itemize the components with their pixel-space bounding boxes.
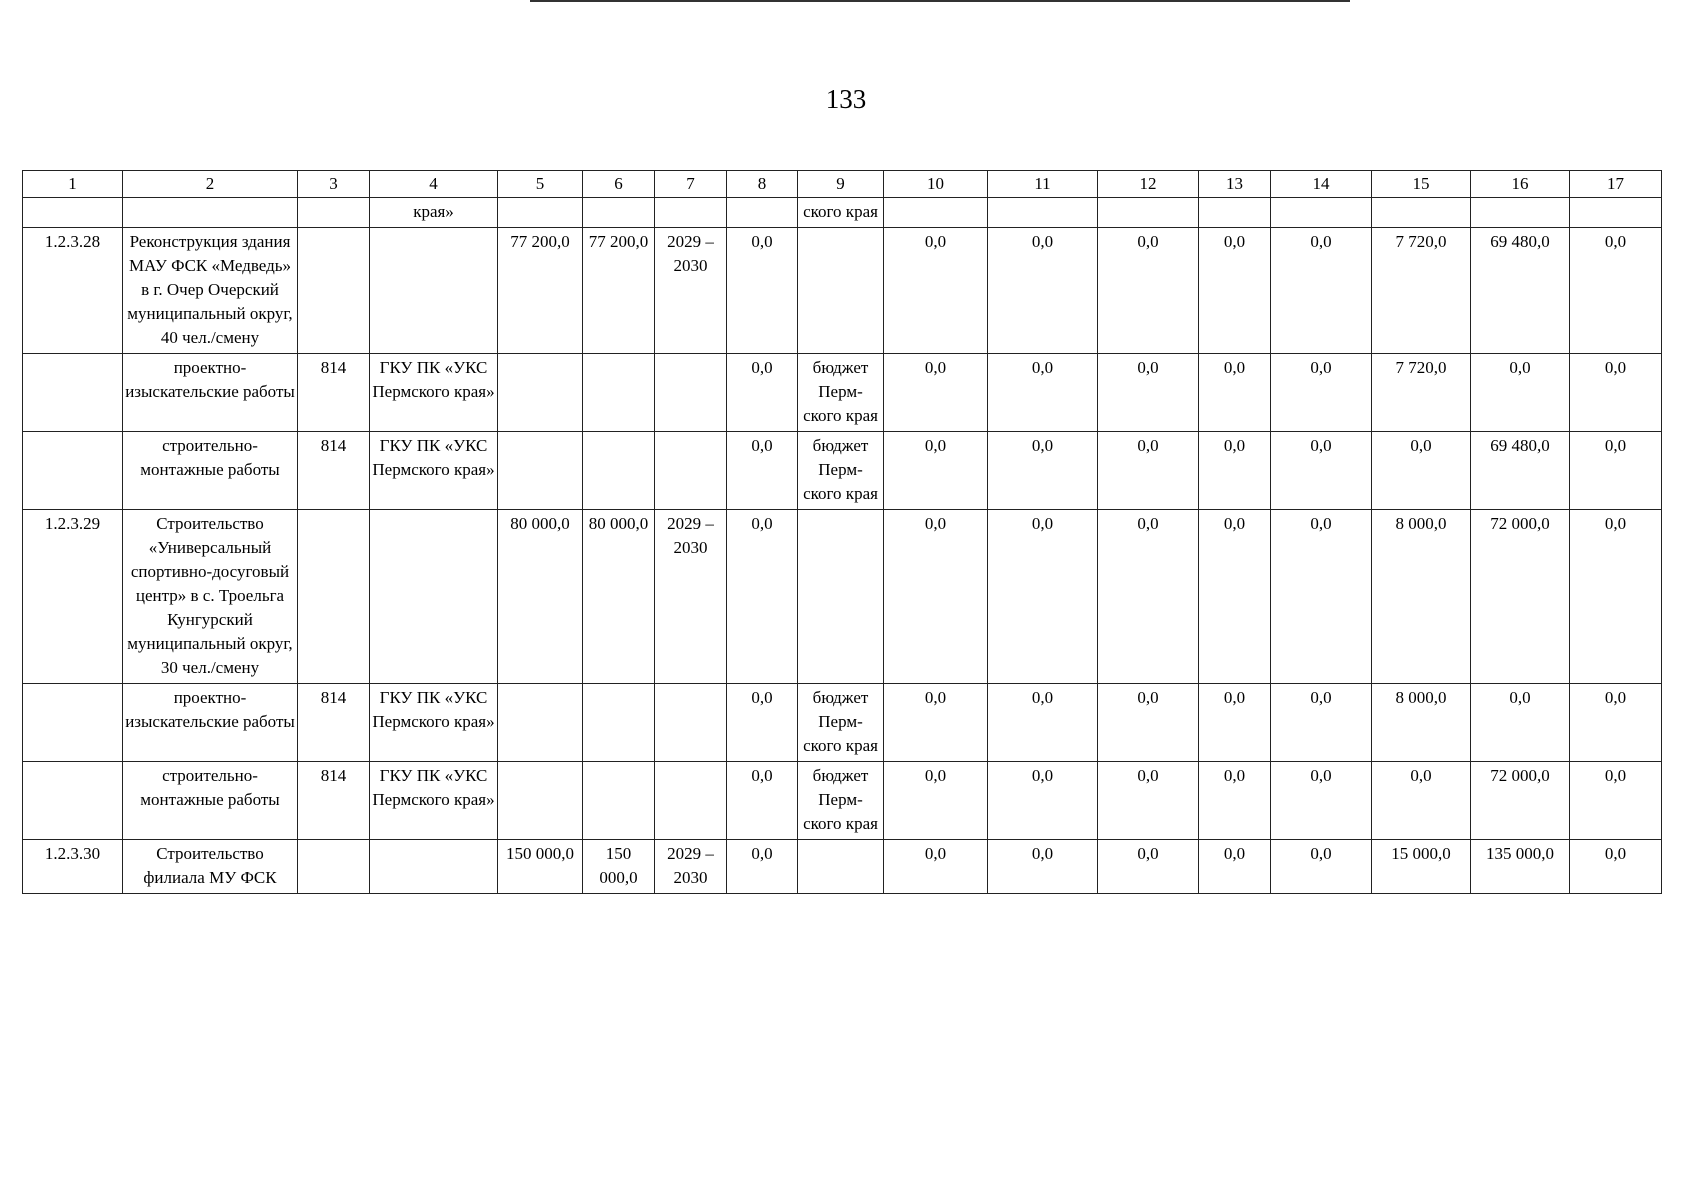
table-cell-col-17: 0,0	[1570, 354, 1662, 432]
table-cell-col-13: 0,0	[1199, 510, 1271, 684]
table-cell-col-9: бюджет Перм-ского края	[798, 684, 884, 762]
table-cell-col-6: 80 000,0	[583, 510, 655, 684]
table-row-work	[23, 354, 1662, 432]
table-cell-col-10: 0,0	[884, 684, 988, 762]
table-cell-col-6	[583, 354, 655, 432]
table-cell-col-13: 0,0	[1199, 684, 1271, 762]
table-cell-col-4: ГКУ ПК «УКС Пермского края»	[370, 762, 498, 840]
table-cell-col-11: 0,0	[988, 684, 1098, 762]
table-cell-col-2: Строительство филиала МУ ФСК	[123, 840, 298, 894]
table-cell-col-8	[727, 198, 798, 228]
table-cell-col-2	[123, 198, 298, 228]
table-cell-col-7	[655, 684, 727, 762]
table-cell-col-8: 0,0	[727, 432, 798, 510]
table-row-work	[23, 432, 1662, 510]
table-row-object	[23, 840, 1662, 894]
table-cell-col-10: 0,0	[884, 510, 988, 684]
table-cell-col-7	[655, 198, 727, 228]
table-cell-col-16: 0,0	[1471, 354, 1570, 432]
table-cell-col-5	[498, 198, 583, 228]
column-number-7: 7	[655, 171, 727, 198]
table-cell-col-3	[298, 840, 370, 894]
table-cell-col-11: 0,0	[988, 432, 1098, 510]
table-cell-col-1: 1.2.3.30	[23, 840, 123, 894]
table-cell-col-7	[655, 432, 727, 510]
table-cell-col-12: 0,0	[1098, 510, 1199, 684]
table-cell-col-13: 0,0	[1199, 228, 1271, 354]
table-cell-col-7	[655, 354, 727, 432]
table-header-row	[23, 171, 1662, 198]
top-rule	[530, 0, 1350, 2]
column-number-16: 16	[1471, 171, 1570, 198]
table-cell-col-16: 69 480,0	[1471, 432, 1570, 510]
table-cell-col-10	[884, 198, 988, 228]
table-cell-col-10: 0,0	[884, 840, 988, 894]
table-row-work	[23, 762, 1662, 840]
program-table	[22, 170, 1662, 894]
table-cell-col-2: Строительство «Универсальный спортивно-досуговый центр» в с. Троельга Кунгурский муниципальный округ, 30 чел./смену	[123, 510, 298, 684]
table-cell-col-2: проектно-изыскательские работы	[123, 354, 298, 432]
table-cell-col-8: 0,0	[727, 684, 798, 762]
table-cell-col-9	[798, 228, 884, 354]
table-cell-col-8: 0,0	[727, 354, 798, 432]
table-cell-col-4: ГКУ ПК «УКС Пермского края»	[370, 432, 498, 510]
table-cell-col-4: края»	[370, 198, 498, 228]
column-number-2: 2	[123, 171, 298, 198]
table-cell-col-15: 7 720,0	[1372, 228, 1471, 354]
column-number-11: 11	[988, 171, 1098, 198]
table-cell-col-11: 0,0	[988, 510, 1098, 684]
table-cell-col-17: 0,0	[1570, 432, 1662, 510]
column-number-6: 6	[583, 171, 655, 198]
table-row-work	[23, 684, 1662, 762]
table-cell-col-15: 8 000,0	[1372, 684, 1471, 762]
table-cell-col-6: 77 200,0	[583, 228, 655, 354]
table-cell-col-14: 0,0	[1271, 684, 1372, 762]
table-cell-col-3	[298, 198, 370, 228]
table-row-object	[23, 510, 1662, 684]
column-number-1: 1	[23, 171, 123, 198]
column-number-13: 13	[1199, 171, 1271, 198]
table-cell-col-9: бюджет Перм-ского края	[798, 354, 884, 432]
table-cell-col-8: 0,0	[727, 840, 798, 894]
table-cell-col-1	[23, 354, 123, 432]
table-cell-col-13: 0,0	[1199, 762, 1271, 840]
table-cell-col-14: 0,0	[1271, 354, 1372, 432]
table-cell-col-4	[370, 510, 498, 684]
table-cell-col-8: 0,0	[727, 510, 798, 684]
page-number: 133	[825, 84, 867, 114]
table-cell-col-9: бюджет Перм-ского края	[798, 762, 884, 840]
table-cell-col-17	[1570, 198, 1662, 228]
table-cell-col-9: ского края	[798, 198, 884, 228]
table-row-continuation	[23, 198, 1662, 228]
table-cell-col-3: 814	[298, 684, 370, 762]
table-cell-col-13: 0,0	[1199, 840, 1271, 894]
table-cell-col-14: 0,0	[1271, 840, 1372, 894]
table-cell-col-14: 0,0	[1271, 228, 1372, 354]
table-cell-col-11: 0,0	[988, 762, 1098, 840]
table-cell-col-16: 72 000,0	[1471, 510, 1570, 684]
table-cell-col-4: ГКУ ПК «УКС Пермского края»	[370, 354, 498, 432]
table-cell-col-5	[498, 354, 583, 432]
table-cell-col-13: 0,0	[1199, 432, 1271, 510]
table-cell-col-16	[1471, 198, 1570, 228]
column-number-5: 5	[498, 171, 583, 198]
column-number-4: 4	[370, 171, 498, 198]
table-cell-col-7: 2029 – 2030	[655, 228, 727, 354]
table-cell-col-9: бюджет Перм-ского края	[798, 432, 884, 510]
table-cell-col-6	[583, 432, 655, 510]
table-cell-col-15: 15 000,0	[1372, 840, 1471, 894]
table-cell-col-8: 0,0	[727, 228, 798, 354]
column-number-17: 17	[1570, 171, 1662, 198]
column-number-9: 9	[798, 171, 884, 198]
table-cell-col-11: 0,0	[988, 354, 1098, 432]
table-cell-col-14: 0,0	[1271, 510, 1372, 684]
table-cell-col-7	[655, 762, 727, 840]
table-cell-col-17: 0,0	[1570, 840, 1662, 894]
table-cell-col-14	[1271, 198, 1372, 228]
table-cell-col-7: 2029 – 2030	[655, 510, 727, 684]
table-cell-col-8: 0,0	[727, 762, 798, 840]
table-cell-col-6	[583, 684, 655, 762]
table-cell-col-6: 150 000,0	[583, 840, 655, 894]
table-cell-col-17: 0,0	[1570, 762, 1662, 840]
table-cell-col-10: 0,0	[884, 228, 988, 354]
table-cell-col-11: 0,0	[988, 840, 1098, 894]
table-row-object	[23, 228, 1662, 354]
table-cell-col-4: ГКУ ПК «УКС Пермского края»	[370, 684, 498, 762]
table-cell-col-16: 69 480,0	[1471, 228, 1570, 354]
table-cell-col-11	[988, 198, 1098, 228]
table-cell-col-1	[23, 684, 123, 762]
table-cell-col-12: 0,0	[1098, 840, 1199, 894]
table-cell-col-6	[583, 762, 655, 840]
table-cell-col-1: 1.2.3.29	[23, 510, 123, 684]
table-cell-col-10: 0,0	[884, 432, 988, 510]
table-cell-col-5	[498, 684, 583, 762]
table-cell-col-2: Реконструкция здания МАУ ФСК «Медведь» в г. Очер Очерский муниципальный округ, 40 чел./смену	[123, 228, 298, 354]
table-cell-col-12: 0,0	[1098, 228, 1199, 354]
table-cell-col-2: строительно-монтажные работы	[123, 762, 298, 840]
column-number-3: 3	[298, 171, 370, 198]
table-cell-col-12: 0,0	[1098, 432, 1199, 510]
table-cell-col-15	[1372, 198, 1471, 228]
table-cell-col-3	[298, 228, 370, 354]
table-cell-col-5	[498, 762, 583, 840]
table-cell-col-9	[798, 510, 884, 684]
table-cell-col-14: 0,0	[1271, 762, 1372, 840]
table-cell-col-9	[798, 840, 884, 894]
table-cell-col-5: 150 000,0	[498, 840, 583, 894]
table-cell-col-3: 814	[298, 762, 370, 840]
table-cell-col-17: 0,0	[1570, 510, 1662, 684]
table-cell-col-2: строительно-монтажные работы	[123, 432, 298, 510]
table-cell-col-16: 135 000,0	[1471, 840, 1570, 894]
table-cell-col-15: 0,0	[1372, 762, 1471, 840]
table-cell-col-3	[298, 510, 370, 684]
table-cell-col-5: 77 200,0	[498, 228, 583, 354]
table-cell-col-17: 0,0	[1570, 228, 1662, 354]
table-cell-col-7: 2029 – 2030	[655, 840, 727, 894]
table-cell-col-17: 0,0	[1570, 684, 1662, 762]
table-cell-col-16: 72 000,0	[1471, 762, 1570, 840]
table-cell-col-2: проектно-изыскательские работы	[123, 684, 298, 762]
table-cell-col-12: 0,0	[1098, 354, 1199, 432]
table-cell-col-5	[498, 432, 583, 510]
table-cell-col-4	[370, 228, 498, 354]
table-cell-col-14: 0,0	[1271, 432, 1372, 510]
table-cell-col-4	[370, 840, 498, 894]
table-cell-col-15: 8 000,0	[1372, 510, 1471, 684]
table-cell-col-6	[583, 198, 655, 228]
table-cell-col-12: 0,0	[1098, 684, 1199, 762]
table-cell-col-12: 0,0	[1098, 762, 1199, 840]
table-cell-col-10: 0,0	[884, 762, 988, 840]
table-cell-col-15: 0,0	[1372, 432, 1471, 510]
column-number-10: 10	[884, 171, 988, 198]
table-cell-col-16: 0,0	[1471, 684, 1570, 762]
table-cell-col-1	[23, 762, 123, 840]
column-number-14: 14	[1271, 171, 1372, 198]
table-cell-col-15: 7 720,0	[1372, 354, 1471, 432]
table-cell-col-13	[1199, 198, 1271, 228]
table-cell-col-3: 814	[298, 432, 370, 510]
table-cell-col-13: 0,0	[1199, 354, 1271, 432]
table-cell-col-1: 1.2.3.28	[23, 228, 123, 354]
table-cell-col-1	[23, 198, 123, 228]
table-cell-col-12	[1098, 198, 1199, 228]
column-number-15: 15	[1372, 171, 1471, 198]
column-number-8: 8	[727, 171, 798, 198]
column-number-12: 12	[1098, 171, 1199, 198]
table-cell-col-5: 80 000,0	[498, 510, 583, 684]
table-cell-col-3: 814	[298, 354, 370, 432]
table-cell-col-10: 0,0	[884, 354, 988, 432]
table-cell-col-11: 0,0	[988, 228, 1098, 354]
table-cell-col-1	[23, 432, 123, 510]
